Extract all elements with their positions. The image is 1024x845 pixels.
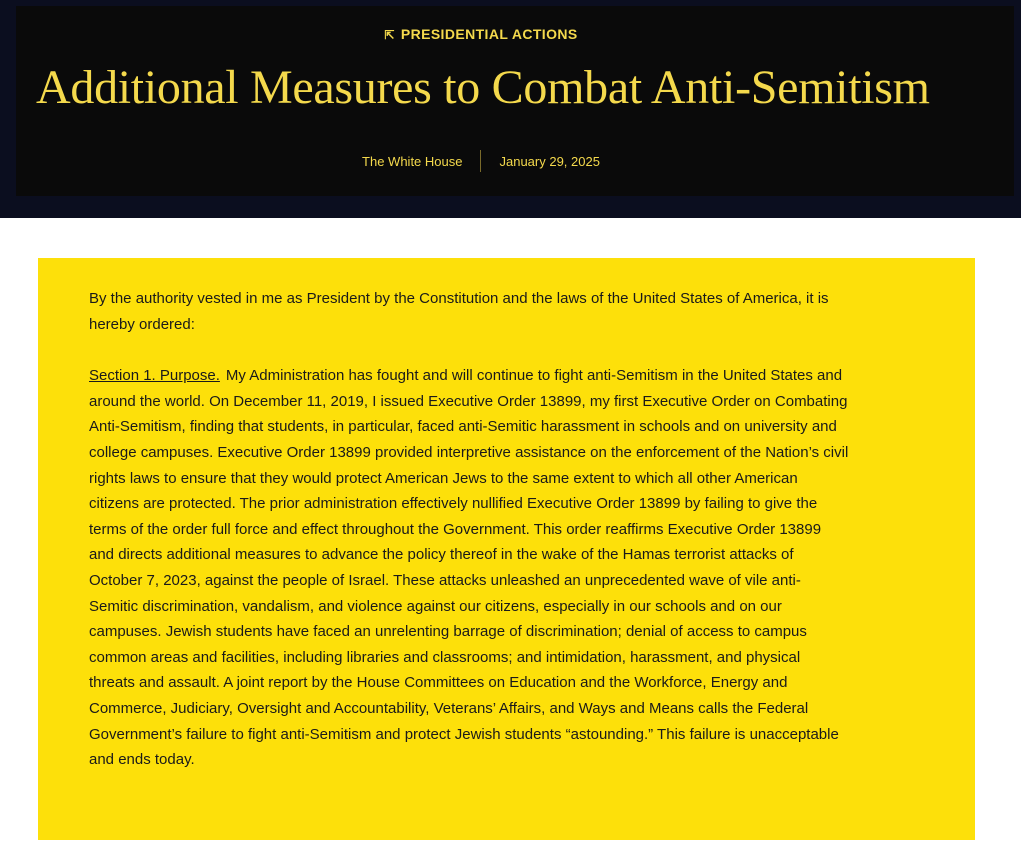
article-meta [16,150,946,172]
category-link[interactable] [16,26,946,42]
section-1-paragraph [89,363,849,773]
intro-paragraph: By the authority vested in me as President by the Constitution and the laws of the United States of America, it is hereby ordered: [89,290,829,333]
meta-divider [480,150,481,172]
page-title: Additional Measures to Combat Anti-Semitism [36,61,930,114]
author-label: The White House [362,153,463,169]
arrow-up-left-icon: ⇱ [384,28,395,42]
category-label: PRESIDENTIAL ACTIONS [400,26,578,42]
header-banner [16,6,1014,196]
highlighted-document-excerpt [38,258,975,840]
document-body [89,286,849,773]
section-1-body: My Administration has fought and will continue to fight anti-Semitism in the United States and around the world. On December 11, 2019, I issued Executive Order 13899, my first Executive Order on Combating Anti-Semitism, finding that students, in particular, faced anti-Semitic harassment in schools and on university and college campuses. Executive Order 13899 provided interpretive assistance on the enforcement of the Nation’s civil rights laws to ensure that they would protect American Jews to the same extent to which all other American citizens are protected. The prior administration effectively nullified Executive Order 13899 by failing to give the terms of the order full force and effect throughout the Government. This order reaffirms Executive Order 13899 and directs additional measures to advance the policy thereof in the wake of the Hamas terrorist attacks of October 7, 2023, against the people of Israel. These attacks unleashed an unprecedented wave of vile anti-Semitic discrimination, vandalism, and violence against our citizens, especially in our schools and on our campuses. Jewish students have faced an unrelenting barrage of discrimination; denial of access to campus common areas and facilities, including libraries and classrooms; and intimidation, harassment, and physical threats and assault. A joint report by the House Committees on Education and the Workforce, Energy and Commerce, Judiciary, Oversight and Accountability, Veterans’ Affairs, and Ways and Means calls the Federal Government’s failure to fight anti-Semitism and protect Jewish students “astounding.” This failure is unacceptable and ends today. [89,367,849,769]
section-1-heading: Section 1. Purpose. [89,367,220,385]
page-header [0,0,1021,218]
publish-date: January 29, 2025 [499,153,600,169]
